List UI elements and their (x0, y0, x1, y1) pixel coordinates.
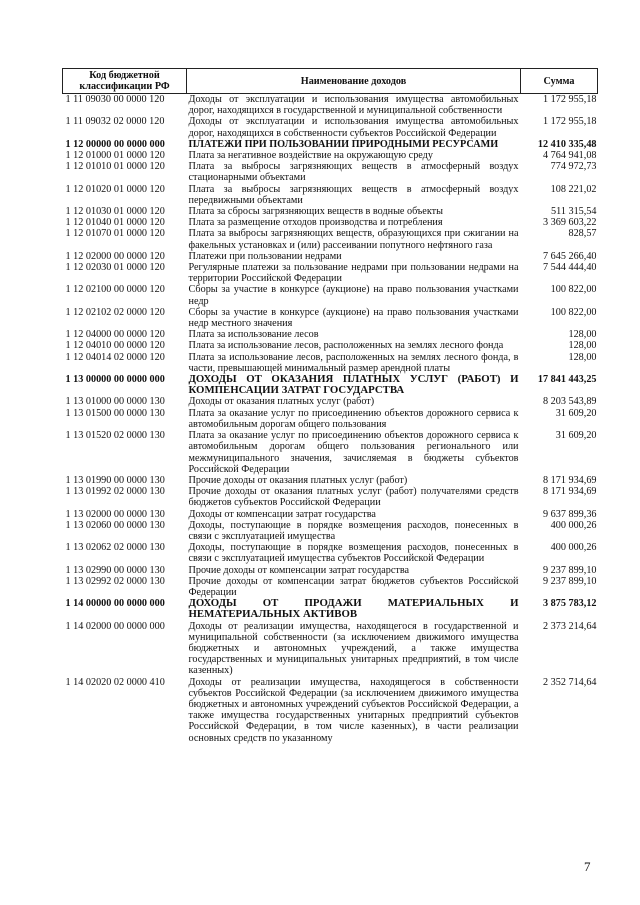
row-code: 1 14 00000 00 0000 000 (65, 598, 165, 610)
row-code: 1 13 01990 00 0000 130 (65, 474, 165, 486)
table-row (63, 486, 598, 508)
table-row (63, 396, 598, 407)
row-amount: 8 171 934,69 (543, 474, 597, 486)
row-code: 1 11 09032 02 0000 120 (65, 116, 165, 128)
row-amount: 1 172 955,18 (543, 94, 597, 105)
row-name: Прочие доходы от оказания платных услуг (работ) получателями средств бюджетов субъектов Российской Федерации (188, 486, 519, 509)
row-code: 1 12 00000 00 0000 000 (65, 138, 165, 150)
table-row (63, 94, 598, 117)
table-header-row (63, 69, 598, 94)
row-name: Доходы от компенсации затрат государства (188, 508, 376, 520)
row-name: Доходы от эксплуатации и использования имущества автомобильных дорог, находящихся в собственности субъектов Российской Федерации (188, 116, 519, 139)
row-name: Доходы, поступающие в порядке возмещения расходов, понесенных в связи с эксплуатацией имущества субъектов Российской Федерации (188, 542, 519, 565)
row-name: Доходы, поступающие в порядке возмещения расходов, понесенных в связи с эксплуатацией имущества (188, 519, 519, 542)
table-row (63, 542, 598, 564)
table-row (63, 284, 598, 306)
row-name: Плата за сбросы загрязняющих веществ в водные объекты (188, 206, 443, 218)
header-name: Наименование доходов (187, 69, 521, 94)
table-row (63, 228, 598, 250)
row-amount: 128,00 (568, 351, 597, 363)
row-code: 1 13 02062 02 0000 130 (65, 542, 165, 554)
row-code: 1 12 04010 00 0000 120 (65, 340, 165, 352)
row-name: ДОХОДЫ ОТ ОКАЗАНИЯ ПЛАТНЫХ УСЛУГ (РАБОТ) И КОМПЕНСАЦИИ ЗАТРАТ ГОСУДАРСТВА (188, 373, 519, 397)
row-amount: 4 764 941,08 (543, 150, 597, 162)
table-row (63, 374, 598, 396)
row-name: Плата за размещение отходов производства и потребления (188, 217, 443, 229)
row-code: 1 13 02000 00 0000 130 (65, 508, 165, 520)
row-code: 1 13 01992 02 0000 130 (65, 486, 165, 498)
row-amount: 7 645 266,40 (543, 250, 597, 262)
row-name: Прочие доходы от оказания платных услуг (работ) (188, 474, 408, 486)
table-row (63, 520, 598, 542)
row-code: 1 12 01040 01 0000 120 (65, 217, 165, 229)
table-row (63, 329, 598, 340)
row-name: Регулярные платежи за пользование недрами при пользовании недрами на территории Российской Федерации (188, 262, 519, 285)
revenue-table (62, 68, 598, 744)
row-code: 1 12 02000 00 0000 120 (65, 250, 165, 262)
row-name: Плата за выбросы загрязняющих веществ в атмосферный воздух передвижными объектами (188, 183, 519, 206)
row-name: Плата за выбросы загрязняющих веществ, образующихся при сжигании на факельных установках и (или) рассеивании попутного нефтяного газа (188, 228, 519, 251)
row-name: Плата за негативное воздействие на окружающую среду (188, 150, 433, 162)
row-code: 1 12 02030 01 0000 120 (65, 262, 165, 274)
row-amount: 128,00 (568, 329, 597, 341)
row-name: Прочие доходы от компенсации затрат бюджетов субъектов Российской Федерации (188, 575, 519, 598)
table-row (63, 161, 598, 183)
row-amount: 511 315,54 (551, 206, 597, 218)
table-row (63, 262, 598, 284)
row-amount: 2 373 214,64 (543, 620, 597, 632)
table-row (63, 251, 598, 262)
row-code: 1 11 09030 00 0000 120 (65, 94, 165, 105)
row-name: Доходы от реализации имущества, находящегося в собственности субъектов Российской Федерации (за исключением движимого имущества бюджетных и автономных учреждений субъектов Российской Федерации, а также имущества государственных унитарных предприятий субъектов Российской Федерации, в том числе казенных), в части реализации основных средств по указанному (188, 676, 519, 744)
table-body (63, 94, 598, 744)
row-name: Доходы от реализации имущества, находящегося в государственной и муниципальной собственности (за исключением движимого имущества бюджетных и автономных учреждений, а также имущества государственных и муниципальных унитарных предприятий, в том числе казенных) (188, 620, 519, 677)
row-amount: 8 171 934,69 (543, 486, 597, 498)
row-amount: 1 172 955,18 (543, 116, 597, 128)
row-code: 1 14 02000 00 0000 000 (65, 620, 165, 632)
table-row (63, 139, 598, 150)
row-code: 1 12 04000 00 0000 120 (65, 329, 165, 341)
row-name: Доходы от оказания платных услуг (работ) (188, 396, 375, 408)
row-code: 1 12 01020 01 0000 120 (65, 183, 165, 195)
row-name: ПЛАТЕЖИ ПРИ ПОЛЬЗОВАНИИ ПРИРОДНЫМИ РЕСУРСАМИ (188, 138, 499, 150)
table-row (63, 621, 598, 677)
row-amount: 31 609,20 (555, 430, 597, 442)
row-code: 1 13 02060 00 0000 130 (65, 519, 165, 531)
row-amount: 9 237 899,10 (543, 575, 597, 587)
row-code: 1 12 01070 01 0000 120 (65, 228, 165, 240)
row-amount: 128,00 (568, 340, 597, 352)
row-code: 1 14 02020 02 0000 410 (65, 676, 165, 688)
row-amount: 17 841 443,25 (537, 374, 597, 386)
row-code: 1 12 02102 02 0000 120 (65, 306, 165, 318)
row-amount: 7 544 444,40 (543, 262, 597, 274)
table-row (63, 677, 598, 744)
table-row (63, 340, 598, 351)
row-name: Плата за использование лесов (188, 329, 319, 341)
page-number: 7 (584, 859, 591, 874)
table-row (63, 565, 598, 576)
row-amount: 12 410 335,48 (537, 138, 597, 150)
row-amount: 100 822,00 (550, 284, 597, 296)
row-code: 1 12 04014 02 0000 120 (65, 351, 165, 363)
row-name: Сборы за участие в конкурсе (аукционе) на право пользования участками недр местного значения (188, 306, 519, 330)
row-amount: 828,57 (568, 228, 597, 240)
row-code: 1 13 00000 00 0000 000 (65, 374, 165, 386)
table-row (63, 576, 598, 598)
table-row (63, 307, 598, 329)
table-row (63, 430, 598, 475)
row-amount: 108 221,02 (550, 183, 597, 195)
row-name: Плата за оказание услуг по присоединению объектов дорожного сервиса к автомобильным дорогам общего пользования (188, 407, 519, 430)
table-row (63, 184, 598, 206)
row-amount: 3 875 783,12 (543, 598, 597, 610)
row-amount: 9 237 899,10 (543, 564, 597, 576)
table-row (63, 206, 598, 217)
header-sum: Сумма (521, 69, 598, 94)
row-name: Сборы за участие в конкурсе (аукционе) на право пользования участками недр (188, 284, 519, 307)
row-code: 1 13 01000 00 0000 130 (65, 396, 165, 408)
table-row (63, 509, 598, 520)
header-code: Код бюджетной классификации РФ (63, 69, 187, 94)
table-row (63, 116, 598, 138)
row-name: Платежи при пользовании недрами (188, 250, 342, 262)
row-code: 1 12 01000 01 0000 120 (65, 150, 165, 162)
row-name: Плата за использование лесов, расположенных на землях лесного фонда (188, 340, 504, 352)
row-amount: 2 352 714,64 (543, 676, 597, 688)
row-amount: 8 203 543,89 (543, 396, 597, 408)
row-code: 1 13 02992 02 0000 130 (65, 575, 165, 587)
row-name: Плата за выбросы загрязняющих веществ в атмосферный воздух стационарными объектами (188, 161, 519, 184)
table-row (63, 408, 598, 430)
table-row (63, 598, 598, 620)
row-name: Доходы от эксплуатации и использования имущества автомобильных дорог, находящихся в государственной и муниципальной собственности (188, 94, 519, 117)
row-amount: 100 822,00 (550, 306, 597, 318)
row-code: 1 13 01520 02 0000 130 (65, 430, 165, 442)
document-page (62, 68, 597, 744)
table-row (63, 217, 598, 228)
row-name: Плата за оказание услуг по присоединению объектов дорожного сервиса к автомобильным дорогам общего пользования регионального или межмуниципального значения, зачисляемая в бюджеты субъектов Российской Федерации (188, 430, 519, 475)
table-row (63, 150, 598, 161)
row-amount: 400 000,26 (550, 519, 597, 531)
row-amount: 3 369 603,22 (543, 217, 597, 229)
row-amount: 400 000,26 (550, 542, 597, 554)
row-code: 1 13 01500 00 0000 130 (65, 407, 165, 419)
row-name: Плата за использование лесов, расположенных на землях лесного фонда, в части, превышающей минимальный размер арендной платы (188, 351, 519, 374)
row-code: 1 12 02100 00 0000 120 (65, 284, 165, 296)
row-code: 1 12 01010 01 0000 120 (65, 161, 165, 173)
row-name: Прочие доходы от компенсации затрат государства (188, 564, 410, 576)
row-name: ДОХОДЫ ОТ ПРОДАЖИ МАТЕРИАЛЬНЫХ И НЕМАТЕРИАЛЬНЫХ АКТИВОВ (188, 597, 519, 621)
row-code: 1 13 02990 00 0000 130 (65, 564, 165, 576)
table-row (63, 352, 598, 374)
row-amount: 9 637 899,36 (543, 508, 597, 520)
table-row (63, 475, 598, 486)
row-amount: 31 609,20 (555, 407, 597, 419)
row-amount: 774 972,73 (550, 161, 597, 173)
row-code: 1 12 01030 01 0000 120 (65, 206, 165, 218)
